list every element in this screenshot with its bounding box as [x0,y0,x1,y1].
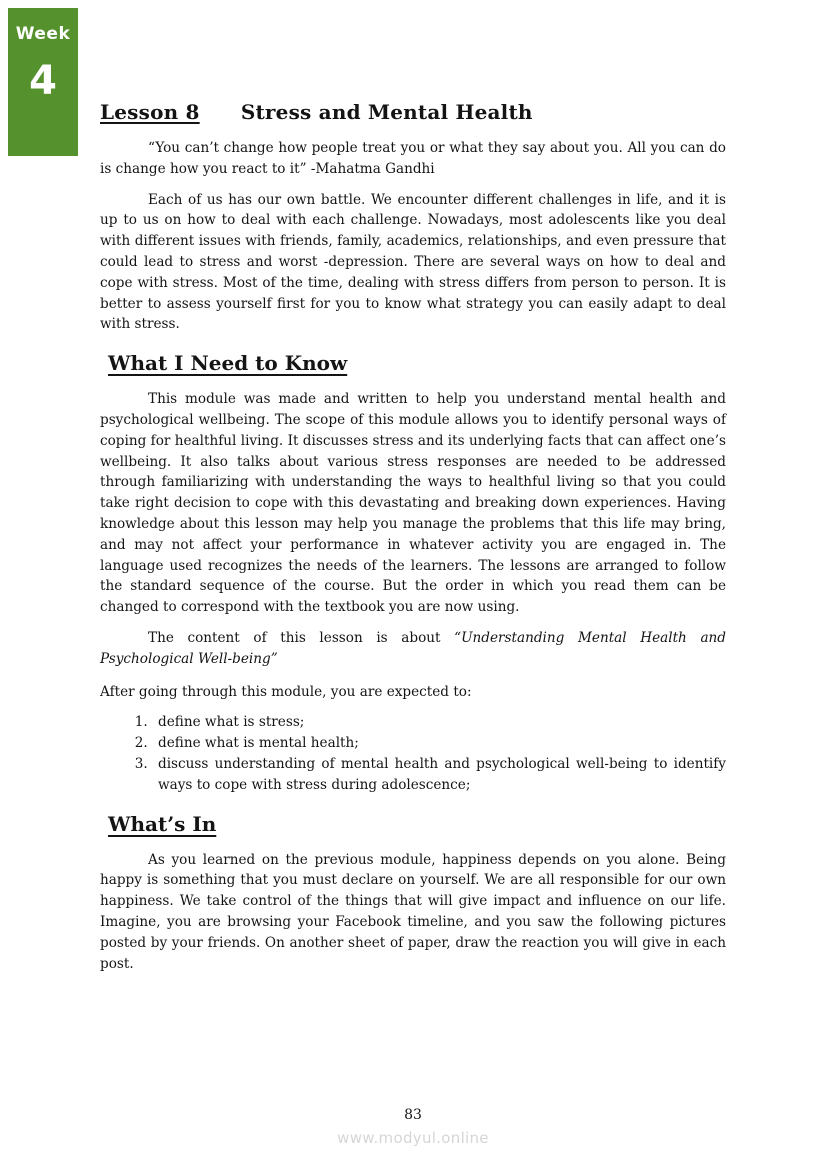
lesson-name: Stress and Mental Health [240,100,533,124]
whats-in-paragraph: As you learned on the previous module, happiness depends on you alone. Being happy is something that you must declare on yourself. We are all responsible for our own happiness. We take control of the things that will give impact and influence on our life. Imagine, you are browsing your Facebook timeline, and you saw the following pictures posted by your friends. On another sheet of paper, draw the reaction you will give in each post. [100,851,726,972]
week-number: 4 [29,58,57,104]
page-footer [0,1107,826,1147]
lesson-title [100,100,726,124]
lesson-content-paragraph [100,628,726,670]
objectives-intro: After going through this module, you are expected to: [100,683,472,700]
week-label: Week [15,24,71,44]
week-badge [8,8,78,156]
section-heading-what-i-need-to-know: What I Need to Know [108,351,348,376]
lesson-content-intro: The content of this lesson is about [148,629,455,646]
objective-item: 3. discuss understanding of mental health and psychological well-being to identify ways to cope with stress during adolescence; [152,754,726,796]
watermark: www.modyul.online [337,1129,489,1147]
page-number: 83 [404,1107,422,1123]
intro-paragraph: Each of us has our own battle. We encounter different challenges in life, and it is up to us on how to deal with each challenge. Nowadays, most adolescents like you deal with different issues with friends, family, academics, relationships, and even pressure that could lead to stress and worst -depression. There are several ways on how to deal and cope with stress. Most of the time, dealing with stress differs from person to person. It is better to assess yourself first for you to know what strategy you can easily adapt to deal with stress. [100,191,726,333]
objective-item: 2. define what is mental health; [152,733,726,754]
objective-item: 1. define what is stress; [152,712,726,733]
section-heading-whats-in: What’s In [108,811,217,836]
lesson-content-italic: “Understanding Mental Health and Psychological Well-being” [100,629,727,667]
quote-paragraph: “You can’t change how people treat you or what they say about you. All you can do is change how you react to it” -Mahatma Gandhi [100,140,726,177]
lesson-number: Lesson 8 [100,100,200,124]
objectives-list [134,712,726,795]
module-description-paragraph: This module was made and written to help you understand mental health and psychological wellbeing. The scope of this module allows you to identify personal ways of coping for healthful living. It discusses stress and its underlying facts that can affect one’s wellbeing. It also talks about various stress responses are needed to be addressed through familiarizing with understanding the ways to healthful living so that you could take right decision to cope with this devastating and breaking down experiences. Having knowledge about this lesson may help you manage the problems that this life may bring, and may not affect your performance in whatever activity you are engaged in. The language used recognizes the needs of the learners. The lessons are arranged to follow the standard sequence of the course. But the order in which you read them can be changed to correspond with the textbook you are now using. [100,391,726,616]
content-column [100,100,726,984]
